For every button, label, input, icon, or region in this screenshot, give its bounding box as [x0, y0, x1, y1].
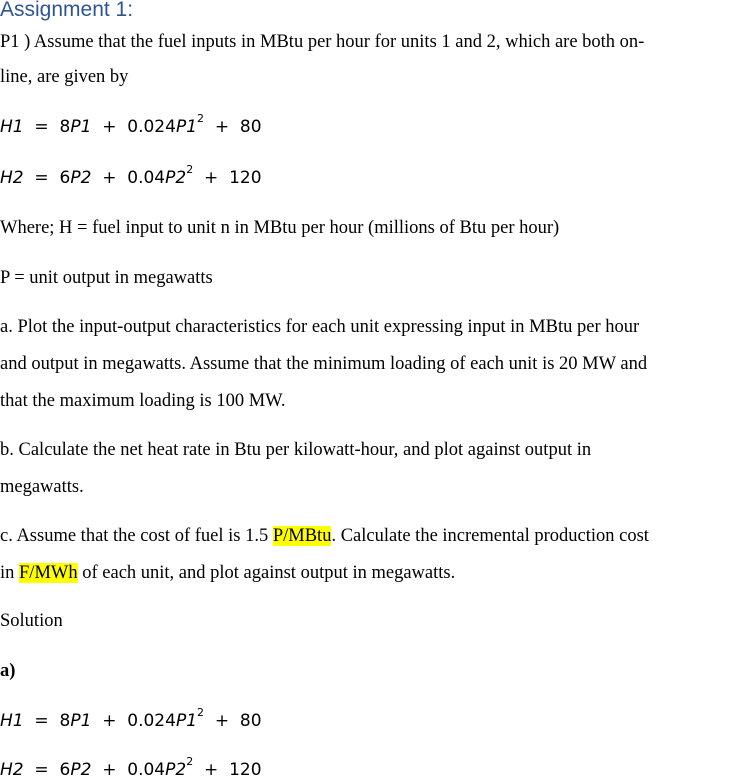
solution-equation-h2: $H2 = 6P2 + 0.04P2^2 + 120$ — [0, 755, 262, 780]
problem-line-2: line, are given by — [0, 67, 129, 87]
part-b-line-1: b. Calculate the net heat rate in Btu per kilowatt-hour, and plot against output in — [0, 440, 592, 460]
part-c-line-2: in F/MWh of each unit, and plot against output in megawatts. — [0, 563, 456, 583]
part-a-line-2: and output in megawatts. Assume that the minimum loading of each unit is 20 MW and — [0, 354, 648, 374]
solution-equation-h1: $H1 = 8P1 + 0.024P1^2 + 80$ — [0, 706, 262, 731]
problem-line-1: P1 ) Assume that the fuel inputs in MBtu per hour for units 1 and 2, which are both on- — [0, 32, 645, 52]
part-b-line-2: megawatts. — [0, 477, 84, 497]
section-a-label: a) — [0, 661, 16, 681]
where-definition: Where; H = fuel input to unit n in MBtu per hour (millions of Btu per hour) — [0, 218, 560, 238]
assignment-heading: Assignment 1: — [0, 0, 134, 21]
highlight-currency-per-mwh: F/MWh — [19, 563, 78, 583]
part-c-line-1: c. Assume that the cost of fuel is 1.5 P/MBtu. Calculate the incremental production cost — [0, 526, 649, 546]
part-a-line-1: a. Plot the input-output characteristics for each unit expressing input in MBtu per hour — [0, 317, 640, 337]
p-definition: P = unit output in megawatts — [0, 268, 213, 288]
highlight-currency-per-mbtu: P/MBtu — [272, 526, 332, 546]
solution-label: Solution — [0, 611, 63, 631]
equation-h2: $H2 = 6P2 + 0.04P2^2 + 120$ — [0, 163, 262, 188]
equation-h1: $H1 = 8P1 + 0.024P1^2 + 80$ — [0, 112, 262, 137]
part-a-line-3: that the maximum loading is 100 MW. — [0, 391, 286, 411]
